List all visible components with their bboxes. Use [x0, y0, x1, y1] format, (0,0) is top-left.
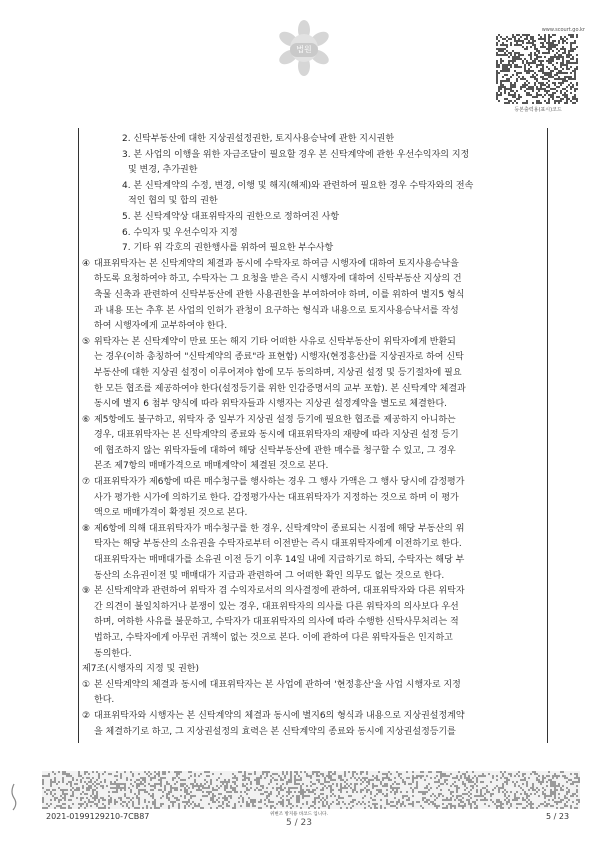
line-text: 하도록 요청하여야 하고, 수탁자는 그 요청을 받은 즉시 시행자에 대하여 신탁부동산 지상의 건	[94, 274, 462, 285]
qr-url: www.scourt.go.kr	[541, 27, 585, 33]
line-text: 및 변경, 추가권한	[128, 165, 198, 176]
clause-number: ⑥	[82, 414, 91, 425]
text-line	[82, 678, 542, 694]
text-line	[82, 569, 542, 585]
document-body	[82, 132, 542, 740]
text-line	[82, 459, 542, 475]
anti-forgery-barcode-band	[42, 771, 580, 809]
text-line	[82, 537, 542, 553]
line-text: 에 협조하지 않는 위탁자들에 대하여 해당 신탁부동산에 관한 매수를 청구할 수 있고, 그 경우	[94, 445, 456, 456]
line-text: 제5항에도 불구하고, 위탁자 중 일부가 지상권 설정 등기에 필요한 협조를 제공하지 아니하는	[94, 414, 456, 425]
text-line	[82, 288, 542, 304]
line-text: 대표위탁자가 제6항에 따른 매수청구를 행사하는 경우 그 행사 가액은 그 행사 당시에 감정평가	[94, 477, 465, 488]
text-line	[82, 210, 542, 226]
line-text: 동시에 별지 6 첨부 양식에 따라 위탁자들과 시행자는 지상권 설정계약을 별도로 체결한다.	[94, 399, 448, 410]
text-line	[82, 319, 542, 335]
text-line	[82, 553, 542, 569]
line-text: 하며, 여하한 사유를 불문하고, 수탁자가 대표위탁자의 의사에 따라 수행한 신탁사무처리는 적	[94, 617, 459, 628]
text-line	[82, 194, 542, 210]
line-text: 위탁자는 본 신탁계약이 만료 또는 해지 기타 어떠한 사유로 신탁부동산이 위탁자에게 반환되	[94, 336, 456, 347]
text-line	[82, 522, 542, 538]
text-line	[82, 600, 542, 616]
qr-code-icon	[496, 34, 578, 104]
line-text: 과 내용 또는 추후 본 사업의 인허가 관청이 요구하는 형식과 내용으로 토지사용승낙서를 작성	[94, 305, 459, 316]
clause-number: ⑨	[82, 586, 91, 597]
barcode-note: 위변조 방지용 바코드 입니다.	[270, 812, 328, 817]
text-line	[82, 615, 542, 631]
text-line	[82, 257, 542, 273]
qr-caption: 등본출력용(표시)코드	[514, 107, 562, 113]
text-line	[82, 428, 542, 444]
clause-number: ②	[82, 710, 91, 721]
line-text: 동산의 소유권이전 및 매매대가 지급과 관련하여 그 어떠한 확인 의무도 없는 것으로 한다.	[94, 570, 445, 581]
line-text: 제6항에 의해 대표위탁자가 매수청구를 한 경우, 신탁계약이 종료되는 시점에 해당 부동산의 위	[94, 523, 465, 534]
text-line	[82, 350, 542, 366]
line-text: 대표위탁자는 매매대가를 소유권 이전 등기 이후 14일 내에 지급하기로 하되, 수탁자는 해당 부	[94, 555, 465, 566]
line-text: 본 신탁계약과 관련하여 위탁자 겸 수익자로서의 의사결정에 관하여, 대표위탁자와 다른 위탁자	[94, 586, 465, 597]
line-text: 부동산에 대한 지상권 설정이 이루어져야 함에 모두 동의하며, 지상권 설정 및 등기절차에 필요	[94, 367, 462, 378]
text-line	[82, 241, 542, 257]
line-text: 액으로 매매가격이 확정된 것으로 본다.	[94, 508, 248, 519]
line-text: 본조 제7항의 매매가격으로 매매계약이 체결된 것으로 본다.	[94, 461, 329, 472]
clause-number: ①	[82, 679, 91, 690]
line-text: 경우, 대표위탁자는 본 신탁계약의 종료와 동시에 대표위탁자의 재량에 따라 지상권 설정 등기	[94, 430, 459, 441]
text-line	[82, 397, 542, 413]
line-text: 7. 기타 위 각호의 권한행사를 위하여 필요한 부수사항	[122, 243, 334, 254]
text-line	[82, 693, 542, 709]
text-line	[82, 132, 542, 148]
text-line	[82, 148, 542, 164]
clause-number: ④	[82, 258, 91, 269]
text-line	[82, 662, 542, 678]
line-text: 한 모든 협조를 제공하여야 한다(설정등기를 위한 인감증명서의 교부 포함). 본 신탁계약 체결과	[94, 383, 466, 394]
line-text: 제7조(시행자의 지정 및 권한)	[82, 664, 199, 675]
line-text: 대표위탁자는 본 신탁계약의 체결과 동시에 수탁자로 하여금 시행자에 대하여 토지사용승낙을	[94, 258, 459, 269]
line-text: 적인 협의 및 합의 권한	[128, 196, 218, 207]
clause-number: ⑧	[82, 523, 91, 534]
line-text: 한다.	[94, 695, 115, 706]
line-text: 법하고, 수탁자에게 아무런 귀책이 없는 것으로 본다. 이에 관하여 다른 위탁자들은 인지하고	[94, 633, 453, 643]
text-line	[82, 163, 542, 179]
document-id: 2021-0199129210-7CB87	[46, 812, 150, 821]
text-line	[82, 272, 542, 288]
text-line	[82, 631, 542, 647]
text-line	[82, 647, 542, 663]
line-text: 본 신탁계약의 체결과 동시에 대표위탁자는 본 사업에 관하여 '현정흥산'을 사업 시행자로 지정	[94, 679, 461, 690]
text-line	[82, 413, 542, 429]
page-number: 5 / 23	[546, 812, 570, 821]
line-text: 는 경우(이하 총칭하여 "신탁계약의 종료"라 표현함) 시행자(현정흥산)를 지상권자로 하여 신탁	[94, 352, 464, 363]
center-page-number: 5 / 23	[286, 818, 312, 828]
line-text: 하여 시행자에게 교부하여야 한다.	[94, 321, 228, 332]
line-text: 2. 신탁부동산에 대한 지상권설정권한, 토지사용승낙에 관한 지시권한	[122, 134, 395, 144]
line-text: 4. 본 신탁계약의 수정, 변경, 이행 및 해지(해제)와 관련하여 필요한 경우 수탁자와의 전속	[122, 180, 474, 191]
clause-number: ⑤	[82, 336, 91, 347]
line-text: 5. 본 신탁계약상 대표위탁자의 권한으로 정하여진 사항	[122, 211, 340, 222]
text-line	[82, 725, 542, 741]
line-text: 간 의견이 불일치하거나 분쟁이 있는 경우, 대표위탁자의 의사를 다른 위탁자의 의사보다 우선	[94, 601, 459, 612]
line-text: 동의한다.	[94, 648, 132, 659]
line-text: 을 체결하기로 하고, 그 지상권설정의 효력은 본 신탁계약의 종료와 동시에 지상권설정등기를	[94, 726, 456, 737]
line-text: 축물 신축과 관련하여 신탁부동산에 관한 사용권한을 부여하여야 하며, 이를 위하여 별지5 형식	[94, 289, 465, 300]
text-line	[82, 444, 542, 460]
line-text: 탁자는 해당 부동산의 소유권을 수탁자로부터 이전받는 즉시 대표위탁자에게 이전하기로 한다.	[94, 539, 462, 550]
text-line	[82, 179, 542, 195]
line-text: 3. 본 사업의 이행을 위한 자금조달이 필요할 경우 본 신탁계약에 관한 우선수익자의 지정	[122, 149, 470, 160]
text-line	[82, 491, 542, 507]
text-line	[82, 709, 542, 725]
text-line	[82, 584, 542, 600]
clause-number: ⑦	[82, 477, 91, 488]
text-line	[82, 335, 542, 351]
text-line	[82, 506, 542, 522]
line-text: 6. 수익자 및 우선수익자 지정	[122, 227, 238, 238]
text-line	[82, 226, 542, 242]
text-line	[82, 475, 542, 491]
line-text: 사가 평가한 시가에 의하기로 한다. 감정평가사는 대표위탁자가 지정하는 것으로 하며 이 평가	[94, 492, 459, 503]
seal-label: 법원	[290, 43, 318, 57]
text-line	[82, 382, 542, 398]
text-line	[82, 304, 542, 320]
text-line	[82, 366, 542, 382]
side-mark-icon	[8, 782, 20, 812]
line-text: 대표위탁자와 시행자는 본 신탁계약의 체결과 동시에 별지6의 형식과 내용으로 지상권설정계약	[94, 710, 465, 721]
